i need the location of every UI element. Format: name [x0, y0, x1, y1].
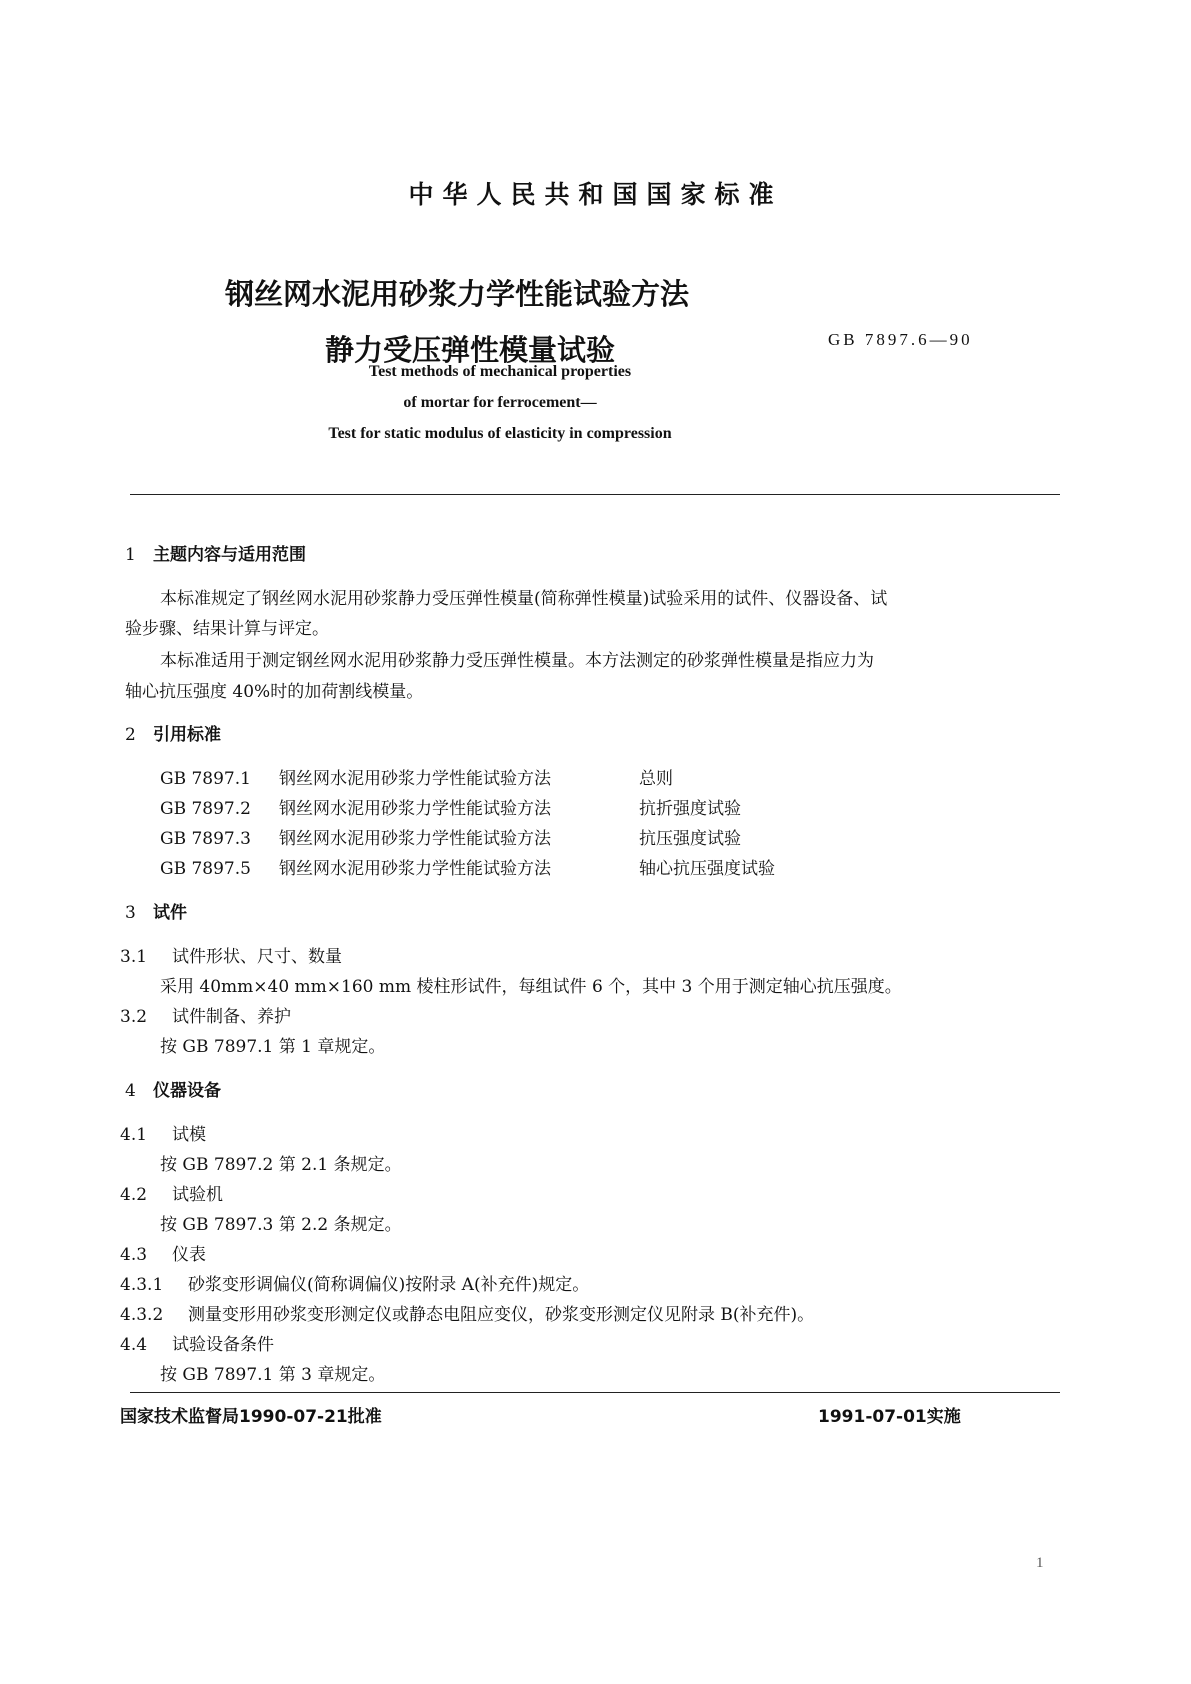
effective-date: 1991-07-01实施 [818, 1407, 961, 1427]
reference-row: GB 7897.2 钢丝网水泥用砂浆力学性能试验方法 抗折强度试验 [160, 799, 741, 819]
standard-code: GB 7897.6—90 [828, 330, 973, 349]
clause-4-1-text: 按 GB 7897.2 第 2.1 条规定。 [160, 1155, 402, 1175]
reference-row: GB 7897.3 钢丝网水泥用砂浆力学性能试验方法 抗压强度试验 [160, 829, 741, 849]
national-standard-heading: 中华人民共和国国家标准 [408, 180, 783, 209]
clause-4-3-2: 4.3.2 测量变形用砂浆变形测定仪或静态电阻应变仪，砂浆变形测定仪见附录 B(补充件)。 [120, 1305, 815, 1325]
reference-row: GB 7897.1 钢丝网水泥用砂浆力学性能试验方法 总则 [160, 769, 673, 789]
clause-4-2-text: 按 GB 7897.3 第 2.2 条规定。 [160, 1215, 402, 1235]
section-2-heading: 2 引用标准 [125, 725, 221, 745]
page-number: 1 [1036, 1555, 1044, 1571]
document-title-line2: 静力受压弹性模量试验 [325, 333, 616, 367]
english-title-line1: Test methods of mechanical properties [368, 363, 632, 380]
clause-4-3-1: 4.3.1 砂浆变形调偏仪(简称调偏仪)按附录 A(补充件)规定。 [120, 1275, 590, 1295]
clause-3-1-heading: 3.1 试件形状、尺寸、数量 [120, 947, 342, 967]
clause-3-2-text: 按 GB 7897.1 第 1 章规定。 [160, 1037, 386, 1057]
section-1-paragraph-1b: 验步骤、结果计算与评定。 [125, 619, 329, 639]
clause-4-1-heading: 4.1 试模 [120, 1125, 206, 1145]
section-1-paragraph-2a: 本标准适用于测定钢丝网水泥用砂浆静力受压弹性模量。本方法测定的砂浆弹性模量是指应力为 [160, 651, 874, 671]
footer-divider [130, 1392, 1060, 1393]
section-4-heading: 4 仪器设备 [125, 1081, 221, 1101]
header-divider [130, 494, 1060, 495]
section-1-paragraph-1a: 本标准规定了钢丝网水泥用砂浆静力受压弹性模量(简称弹性模量)试验采用的试件、仪器设备、试 [160, 589, 888, 609]
clause-4-2-heading: 4.2 试验机 [120, 1185, 223, 1205]
english-title-line3: Test for static modulus of elasticity in compression [328, 425, 672, 442]
clause-4-4-text: 按 GB 7897.1 第 3 章规定。 [160, 1365, 386, 1385]
reference-row: GB 7897.5 钢丝网水泥用砂浆力学性能试验方法 轴心抗压强度试验 [160, 859, 775, 879]
clause-4-3-heading: 4.3 仪表 [120, 1245, 206, 1265]
section-3-heading: 3 试件 [125, 903, 187, 923]
clause-3-1-text: 采用 40mm×40 mm×160 mm 棱柱形试件，每组试件 6 个，其中 3 个用于测定轴心抗压强度。 [160, 977, 902, 997]
english-title-line2: of mortar for ferrocement— [403, 394, 597, 411]
approval-date: 国家技术监督局1990-07-21批准 [120, 1407, 382, 1427]
section-1-heading: 1 主题内容与适用范围 [125, 545, 306, 565]
section-1-paragraph-2b: 轴心抗压强度 40%时的加荷割线模量。 [125, 682, 424, 702]
clause-3-2-heading: 3.2 试件制备、养护 [120, 1007, 291, 1027]
document-title-line1: 钢丝网水泥用砂浆力学性能试验方法 [225, 277, 690, 311]
clause-4-4-heading: 4.4 试验设备条件 [120, 1335, 274, 1355]
